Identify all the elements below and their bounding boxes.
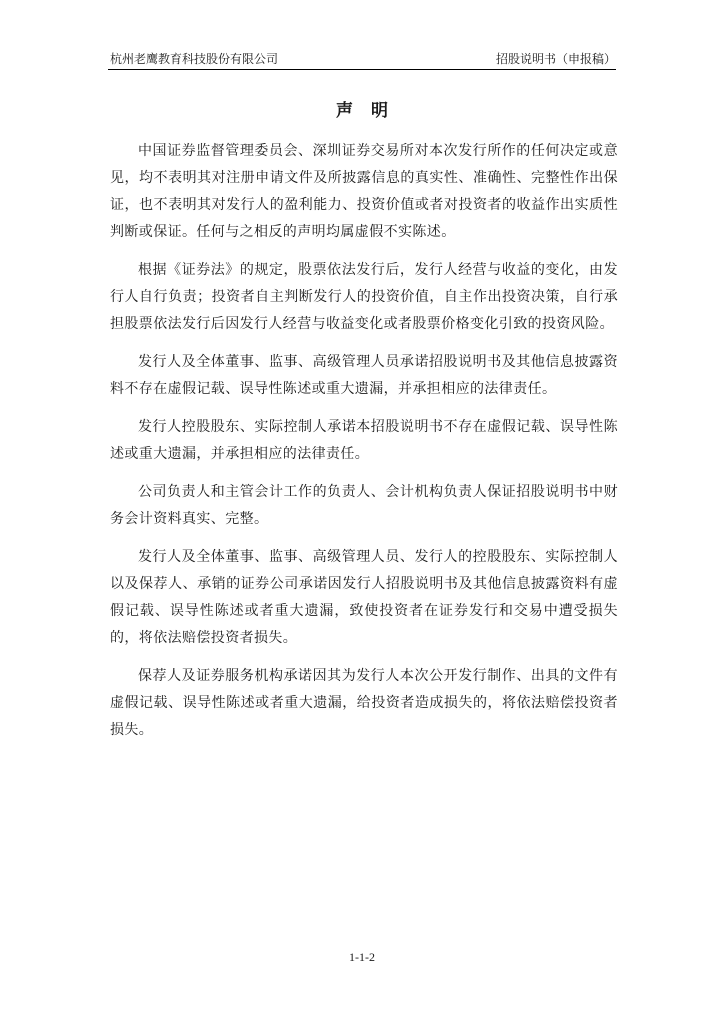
paragraph-directors-commitment: 发行人及全体董事、监事、高级管理人员承诺招股说明书及其他信息披露资料不存在虚假记载、误导性陈述或重大遗漏，并承担相应的法律责任。 [110, 354, 618, 397]
page-number: 1-1-2 [349, 950, 375, 964]
statement-body [110, 138, 618, 755]
page-title: 声明 [336, 101, 406, 121]
document-type: 招股说明书（申报稿） [495, 52, 616, 66]
paragraph-csrc-disclaimer: 中国证券监督管理委员会、深圳证券交易所对本次发行所作的任何决定或意见，均不表明其对注册申请文件及所披露信息的真实性、准确性、完整性作出保证，也不表明其对发行人的盈利能力、投资价值或者对投资者的收益作出实质性判断或保证。任何与之相反的声明均属虚假不实陈述。 [110, 143, 618, 240]
paragraph-sponsor-commitment: 保荐人及证券服务机构承诺因其为发行人本次公开发行制作、出具的文件有虚假记载、误导性陈述或者重大遗漏，给投资者造成损失的，将依法赔偿投资者损失。 [110, 668, 618, 738]
paragraph-controller-commitment: 发行人控股股东、实际控制人承诺本招股说明书不存在虚假记载、误导性陈述或重大遗漏，并承担相应的法律责任。 [110, 419, 618, 462]
page-header [108, 51, 616, 70]
paragraph-accounting-guarantee: 公司负责人和主管会计工作的负责人、会计机构负责人保证招股说明书中财务会计资料真实、完整。 [110, 484, 618, 527]
company-name: 杭州老鹰教育科技股份有限公司 [110, 52, 279, 66]
paragraph-investment-risk: 根据《证券法》的规定，股票依法发行后，发行人经营与收益的变化，由发行人自行负责；投资者自主判断发行人的投资价值，自主作出投资决策，自行承担股票依法发行后因发行人经营与收益变化或者股票价格变化引致的投资风险。 [110, 262, 618, 332]
paragraph-compensation-commitment: 发行人及全体董事、监事、高级管理人员、发行人的控股股东、实际控制人以及保荐人、承销的证券公司承诺因发行人招股说明书及其他信息披露资料有虚假记载、误导性陈述或者重大遗漏，致使投资者在证券发行和交易中遭受损失的，将依法赔偿投资者损失。 [110, 549, 618, 646]
